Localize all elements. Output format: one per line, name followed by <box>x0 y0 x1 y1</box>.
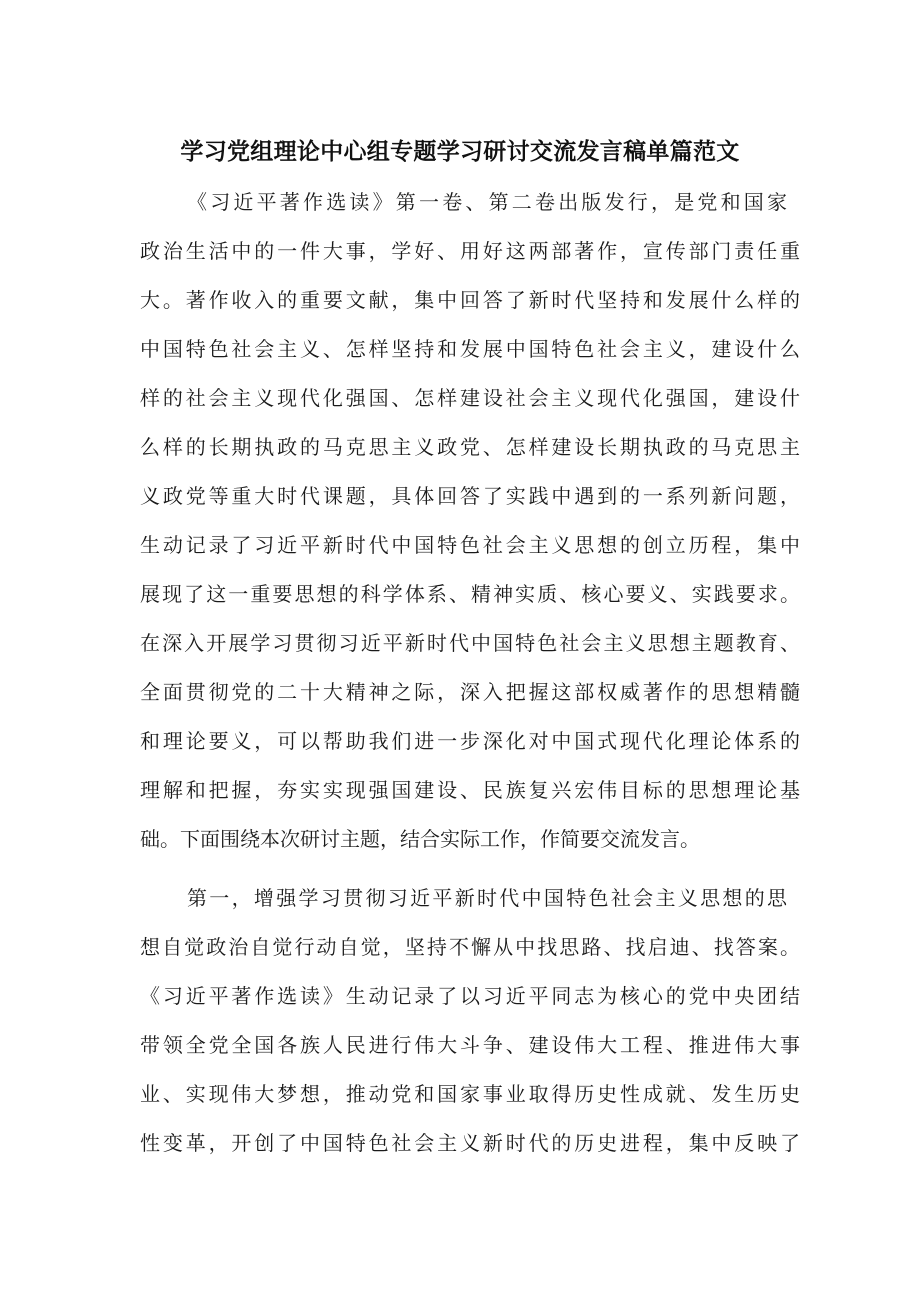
paragraph-1-line: 生动记录了习近平新时代中国特色社会主义思想的创立历程，集中 <box>140 533 800 557</box>
paragraph-1-line: 全面贯彻党的二十大精神之际，深入把握这部权威著作的思想精髓 <box>140 680 800 704</box>
paragraph-1-line: 《习近平著作选读》第一卷、第二卷出版发行，是党和国家 <box>187 190 787 214</box>
paragraph-1-line: 义政党等重大时代课题，具体回答了实践中遇到的一系列新问题， <box>140 484 800 508</box>
paragraph-1-line: 础。下面围绕本次研讨主题，结合实际工作，作简要交流发言。 <box>140 827 700 851</box>
paragraph-1-line: 大。著作收入的重要文献，集中回答了新时代坚持和发展什么样的 <box>140 288 800 312</box>
document-title: 学习党组理论中心组专题学习研讨交流发言稿单篇范文 <box>180 139 740 165</box>
paragraph-1-line: 么样的长期执政的马克思主义政党、怎样建设长期执政的马克思主 <box>140 435 800 459</box>
paragraph-1-line: 样的社会主义现代化强国、怎样建设社会主义现代化强国，建设什 <box>140 386 800 410</box>
paragraph-1-line: 中国特色社会主义、怎样坚持和发展中国特色社会主义，建设什么 <box>140 337 800 361</box>
paragraph-1-line: 政治生活中的一件大事，学好、用好这两部著作，宣传部门责任重 <box>140 239 800 263</box>
paragraph-2-line: 带领全党全国各族人民进行伟大斗争、建设伟大工程、推进伟大事 <box>140 1033 800 1057</box>
paragraph-2-line: 性变革，开创了中国特色社会主义新时代的历史进程，集中反映了 <box>140 1131 800 1155</box>
paragraph-2-line: 想自觉政治自觉行动自觉，坚持不懈从中找思路、找启迪、找答案。 <box>140 935 800 959</box>
paragraph-1-line: 理解和把握，夯实实现强国建设、民族复兴宏伟目标的思想理论基 <box>140 778 800 802</box>
paragraph-1-line: 和理论要义，可以帮助我们进一步深化对中国式现代化理论体系的 <box>140 729 800 753</box>
paragraph-1-line: 在深入开展学习贯彻习近平新时代中国特色社会主义思想主题教育、 <box>140 631 800 655</box>
paragraph-1-line: 展现了这一重要思想的科学体系、精神实质、核心要义、实践要求。 <box>140 582 800 606</box>
paragraph-2-line: 第一，增强学习贯彻习近平新时代中国特色社会主义思想的思 <box>187 886 787 910</box>
paragraph-2-line: 业、实现伟大梦想，推动党和国家事业取得历史性成就、发生历史 <box>140 1082 800 1106</box>
paragraph-2-line: 《习近平著作选读》生动记录了以习近平同志为核心的党中央团结 <box>140 984 800 1008</box>
